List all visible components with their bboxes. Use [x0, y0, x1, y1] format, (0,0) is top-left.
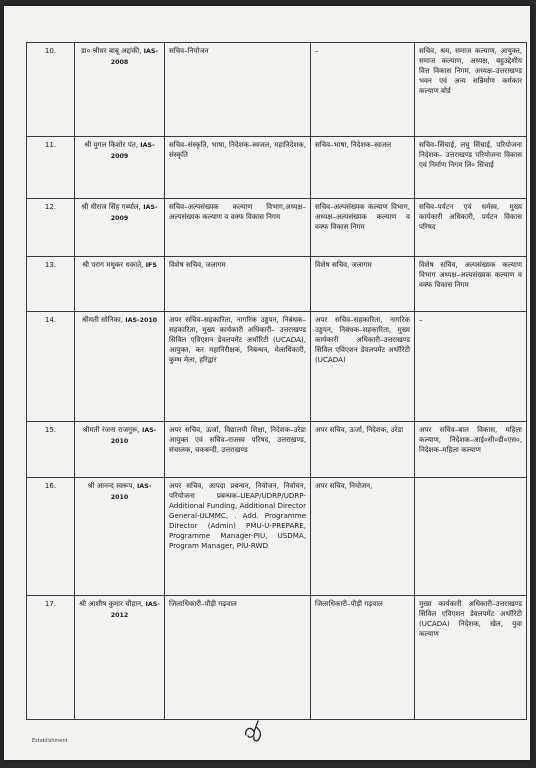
table-row — [27, 422, 527, 478]
table-row — [27, 478, 527, 596]
current-posting: विशेष सचिव, जलागम — [165, 257, 311, 312]
serial-number: 13. — [27, 257, 75, 312]
table-row — [27, 312, 527, 422]
serial-number: 15. — [27, 422, 75, 478]
officer-cadre: IAS-2009 — [110, 204, 158, 222]
table-row — [27, 257, 527, 312]
retained-posting: सचिव–भाषा, निदेशक–स्वजल — [311, 137, 415, 199]
officer-name: श्री आशीष कुमार चौहान, IAS-2012 — [75, 596, 165, 720]
table-row — [27, 137, 527, 199]
table-row — [27, 199, 527, 257]
officer-cadre: IAS-2012 — [110, 601, 160, 619]
officer-cadre: IFS — [145, 262, 157, 269]
new-posting: मुख्य कार्यकारी अधिकारी–उत्तराखण्ड सिविल एविएशन डेवलपमेंट अथॉरिटी (UCADA) निदेशक, खेल, युवा कल्याण — [415, 596, 527, 720]
serial-number: 12. — [27, 199, 75, 257]
officer-cadre: IAS-2010 — [110, 483, 152, 501]
retained-posting: सचिव–अल्पसंख्यक कल्याण विभाग, अध्यक्ष–अल्पसंख्यक कल्याण व वक्फ विकास निगम — [311, 199, 415, 257]
officer-cadre: IAS-2010 — [125, 317, 158, 324]
new-posting — [415, 478, 527, 596]
new-posting: अपर सचिव–बाल विकास, महिला कल्याण, निदेशक–आई०सी०डी०एस०, निदेशक–महिला कल्याण — [415, 422, 527, 478]
new-posting: – — [415, 312, 527, 422]
current-posting: अपर सचिव, ऊर्जा, विद्यालयी शिक्षा, निदेशक–उरेडा आयुक्त एवं सचिव–राजस्व परिषद, उत्तराखण्ड, संचालक, चकबन्दी, उत्तराखण्ड — [165, 422, 311, 478]
new-posting: सचिव, श्रम, समाज कल्याण, आयुक्त, समाज कल्याण, अध्यक्ष, बहुउद्देशीय वित्त विकास निगम, अध्यक्ष–उत्तराखण्ड भवन एवं अन्य सन्निर्माण कर्मकार कल्याण बोर्ड — [415, 43, 527, 137]
retained-posting: जिलाधिकारी–पौड़ी गढ़वाल — [311, 596, 415, 720]
serial-number: 16. — [27, 478, 75, 596]
current-posting: सचिव–अल्पसंख्यक कल्याण विभाग,अध्यक्ष–अल्पसंख्यक कल्याण व वक्फ विकास निगम — [165, 199, 311, 257]
new-posting: सचिव–सिंचाई, लघु सिंचाई, परियोजना निदेशक– उत्तराखण्ड परियोजना विकास एवं निर्माण निगम लि० सिंचाई — [415, 137, 527, 199]
officer-name: श्री धीराज सिंह गर्ब्याल, IAS-2009 — [75, 199, 165, 257]
officer-name: श्री पराग मधुकर धकाते, IFS — [75, 257, 165, 312]
serial-number: 14. — [27, 312, 75, 422]
current-posting: सचिव–संस्कृति, भाषा, निदेशक–स्वजल, महानिदेशक, संस्कृति — [165, 137, 311, 199]
current-posting: अपर सचिव, आपदा प्रबन्धन, नियोजन, निर्वाचन, परियोजना प्रबन्धक–UEAP/UDRP/UDRP-Additional Funding, Additional Director General-ULMMC, . Add. Programme Director (Admin) PMU-U-PREPARE, Programme Manager-PIU, USDMA, Program Manager, PIU-RWD — [165, 478, 311, 596]
document-page — [4, 6, 530, 760]
retained-posting: अपर सचिव–सहकारिता, नागरिक उड्डयन, निबंधक–सहकारिता, मुख्य कार्यकारी अधिकारी–उत्तराखण्ड सिविल एविएशन डेवलपमेंट अथॉरिटी (UCADA) — [311, 312, 415, 422]
officer-cadre: IAS-2009 — [110, 142, 155, 160]
signature-mark — [240, 718, 270, 744]
serial-number: 17. — [27, 596, 75, 720]
retained-posting: विशेष सचिव, जलागम — [311, 257, 415, 312]
officer-name: श्री युगल किशोर पंत, IAS-2009 — [75, 137, 165, 199]
current-posting: सचिव–नियोजन — [165, 43, 311, 137]
new-posting: सचिव–पर्यटन एवं धर्मस्व, मुख्य कार्यकारी अधिकारी, पर्यटन विकास परिषद — [415, 199, 527, 257]
current-posting: अपर सचिव–सहकारिता, नागरिक उड्डयन, निबंधक–सहकारिता, मुख्य कार्यकारी अधिकारी– उत्तराखण्ड सिविल एविएशन डेवलपमेंट अथॉरिटी (UCADA), आयुक्त, कर महानिरीक्षक, निबन्धन, मेलाधिकारी, कुम्भ मेला, हरिद्वार — [165, 312, 311, 422]
serial-number: 10. — [27, 43, 75, 137]
officer-name: श्रीमती सोनिका, IAS-2010 — [75, 312, 165, 422]
retained-posting: अपर सचिव, ऊर्जा, निदेशक, उरेडा — [311, 422, 415, 478]
serial-number: 11. — [27, 137, 75, 199]
establishment-label: Establishment — [32, 738, 68, 744]
officer-name: श्री आनन्द स्वरूप, IAS-2010 — [75, 478, 165, 596]
current-posting: जिलाधिकारी–पौड़ी गढ़वाल — [165, 596, 311, 720]
new-posting: विशेष सचिव, अल्पसंख्यक कल्याण विभाग अध्यक्ष–अल्पसंख्यक कल्याण व वक्फ विकास निगम — [415, 257, 527, 312]
table-row — [27, 43, 527, 137]
officer-name: डा० श्रीधर बाबू अद्दांकी, IAS-2008 — [75, 43, 165, 137]
retained-posting: – — [311, 43, 415, 137]
officer-cadre: IAS-2008 — [110, 48, 159, 66]
table-row — [27, 596, 527, 720]
retained-posting: अपर सचिव, नियोजन, — [311, 478, 415, 596]
transfer-postings-table — [26, 42, 527, 720]
officer-cadre: IAS-2010 — [110, 427, 157, 445]
officer-name: श्रीमती रंजना राजगुरू, IAS-2010 — [75, 422, 165, 478]
